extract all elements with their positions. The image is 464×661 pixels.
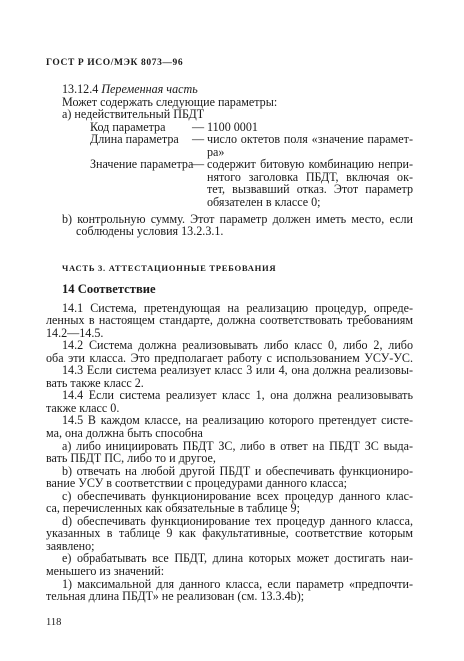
subsection-number: 13.12.4 bbox=[62, 82, 99, 96]
page-number: 118 bbox=[46, 617, 62, 628]
body-line: также класс 0. bbox=[46, 400, 120, 415]
body-line: 14.5 В каждом классе, на реализацию которого претендует систе- bbox=[62, 413, 413, 428]
body-line: ленных в настоящем стандарте, должна соответствовать требованиям bbox=[46, 313, 413, 328]
intro-line: Может содержать следующие параметры: bbox=[62, 94, 278, 109]
param-value-line: тет, вызвавший отказ. Этот параметр bbox=[207, 182, 413, 197]
body-line: вать также класс 2. bbox=[46, 375, 144, 390]
body-line: e) обрабатывать все ПБДТ, длина которых может достигать наи- bbox=[62, 551, 413, 566]
body-line: b) отвечать на любой другой ПБДТ и обеспечивать функциониро- bbox=[62, 463, 413, 478]
body-line: са, перечисленных как обязательные в таблице 9; bbox=[46, 501, 300, 516]
body-line: 14.1 Система, претендующая на реализацию процедур, опреде- bbox=[62, 300, 413, 315]
body-line: 1) максимальной для данного класса, если параметр «предпочти- bbox=[62, 576, 413, 591]
param-value-line: число октетов поля «значение парамет- bbox=[207, 132, 413, 147]
body-line: оба эти класса. Это предполагает работу с использованием УСУ-УС. bbox=[46, 350, 413, 365]
body-line: 14.4 Если система реализует класс 1, она должна реализовывать bbox=[62, 388, 413, 403]
running-header: ГОСТ Р ИСО/МЭК 8073—96 bbox=[46, 58, 184, 68]
subsection-title: Переменная часть bbox=[101, 82, 198, 96]
body-line: вать ПБДТ ПС, либо то и другое, bbox=[46, 451, 216, 466]
body-line: a) либо инициировать ПБДТ ЗС, либо в ответ на ПБДТ ЗС выда- bbox=[62, 438, 413, 453]
body-line: 14.3 Если система реализует класс 3 или 4, она должна реализовы- bbox=[62, 363, 413, 378]
item-b-line: соблюдены условия 13.2.3.1. bbox=[76, 224, 224, 239]
param-value-line: нятого заголовка ПБДТ, включая ок- bbox=[207, 169, 413, 184]
body-line: d) обеспечивать функционирование тех процедур данного класса, bbox=[62, 513, 413, 528]
body-line: 14.2—14.5. bbox=[46, 325, 104, 340]
param-value-line: содержит битовую комбинацию непри- bbox=[207, 157, 413, 172]
param-value-line: ра» bbox=[207, 144, 225, 159]
section-heading: 14 Соответствие bbox=[62, 281, 156, 296]
body-line: 14.2 Система должна реализовывать либо класс 0, либо 2, либо bbox=[62, 338, 413, 353]
body-line: указанных в таблице 9 как факультативные, соответствие которым bbox=[46, 526, 413, 541]
param-value-line: обязателен в классе 0; bbox=[207, 194, 321, 209]
param-name: Длина параметра bbox=[90, 132, 179, 147]
item-b-line: b) контрольную сумму. Этот параметр должен иметь место, если bbox=[62, 211, 413, 226]
item-a-label: a) недействительный ПБДТ bbox=[62, 107, 205, 122]
body-line: заявлено; bbox=[46, 538, 95, 553]
param-value-line: 1100 0001 bbox=[207, 119, 258, 134]
param-name: Код параметра bbox=[90, 119, 166, 134]
param-dash: — bbox=[192, 157, 205, 172]
param-dash: — bbox=[192, 119, 205, 134]
part-heading: ЧАСТЬ 3. АТТЕСТАЦИОННЫЕ ТРЕБОВАНИЯ bbox=[62, 262, 277, 273]
body-line: меньшего из значений: bbox=[46, 563, 165, 578]
param-name: Значение параметра bbox=[90, 157, 194, 172]
body-line: c) обеспечивать функционирование всех процедур данного клас- bbox=[62, 488, 413, 503]
body-line: ма, она должна быть способна bbox=[46, 426, 203, 440]
body-line: тельная длина ПБДТ» не реализован (см. 13.3.4b); bbox=[46, 589, 305, 603]
body-line: вание УСУ в соответствии с процедурами данного класса; bbox=[46, 476, 347, 491]
param-dash: — bbox=[192, 132, 205, 147]
